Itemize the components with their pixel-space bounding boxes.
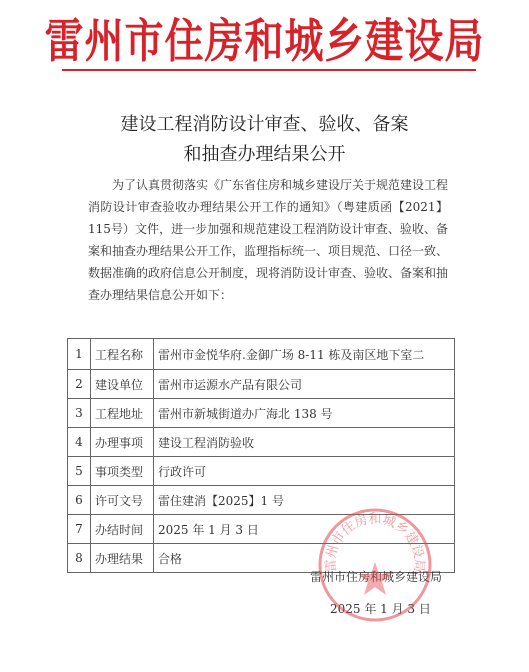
row-label: 建设单位 bbox=[91, 370, 154, 399]
row-index: 5 bbox=[68, 457, 91, 486]
table-row bbox=[68, 399, 455, 428]
row-index: 4 bbox=[68, 428, 91, 457]
row-label: 工程名称 bbox=[91, 339, 154, 370]
row-value: 雷住建消【2025】1 号 bbox=[154, 486, 455, 515]
row-label: 办理结果 bbox=[91, 544, 154, 573]
document-title-line-1: 建设工程消防设计审查、验收、备案 bbox=[120, 114, 409, 135]
row-label: 许可文号 bbox=[91, 486, 154, 515]
row-value: 2025 年 1 月 3 日 bbox=[154, 515, 455, 544]
body-paragraph: 为了认真贯彻落实《广东省住房和城乡建设厅关于规范建设工程消防设计审查验收办理结果公开工作的通知》（粤建质函【2021】115号）文件，进一步加强和规范建设工程消防设计审查、验收、备案和抽查办理结果公开工作，监理指标统一、项目规范、口径一致、数据准确的政府信息公开制度，现将消防设计审查、验收、备案和抽查办理结果信息公开如下： bbox=[88, 178, 449, 302]
table-row bbox=[68, 457, 455, 486]
row-index: 7 bbox=[68, 515, 91, 544]
row-value: 雷州市运源水产品有限公司 bbox=[154, 370, 455, 399]
signature-date: 2025 年 1 月 3 日 bbox=[330, 602, 431, 616]
row-label: 事项类型 bbox=[91, 457, 154, 486]
row-index: 6 bbox=[68, 486, 91, 515]
letterhead-title: 雷州市住房和城乡建设局 bbox=[44, 14, 485, 69]
signature-org: 雷州市住房和城乡建设局 bbox=[310, 570, 443, 584]
seal-text: 雷州市住房和城乡建设局 bbox=[323, 512, 427, 573]
row-index: 3 bbox=[68, 399, 91, 428]
row-value: 建设工程消防验收 bbox=[154, 428, 455, 457]
official-seal bbox=[316, 506, 434, 624]
letterhead-rule bbox=[62, 69, 476, 71]
row-label: 办结时间 bbox=[91, 515, 154, 544]
document-title-line-2: 和抽查办理结果公开 bbox=[183, 144, 346, 165]
row-value: 雷州市金悦华府.金御广场 8-11 栋及南区地下室二 bbox=[154, 339, 455, 370]
row-value: 雷州市新城街道办广海北 138 号 bbox=[154, 399, 455, 428]
row-label: 工程地址 bbox=[91, 399, 154, 428]
row-value: 合格 bbox=[154, 544, 455, 573]
row-index: 2 bbox=[68, 370, 91, 399]
row-label: 办理事项 bbox=[91, 428, 154, 457]
row-index: 8 bbox=[68, 544, 91, 573]
table-row bbox=[68, 370, 455, 399]
row-index: 1 bbox=[68, 339, 91, 370]
table-row bbox=[68, 339, 455, 370]
table-row bbox=[68, 428, 455, 457]
seal-star-icon bbox=[358, 562, 392, 595]
row-value: 行政许可 bbox=[154, 457, 455, 486]
